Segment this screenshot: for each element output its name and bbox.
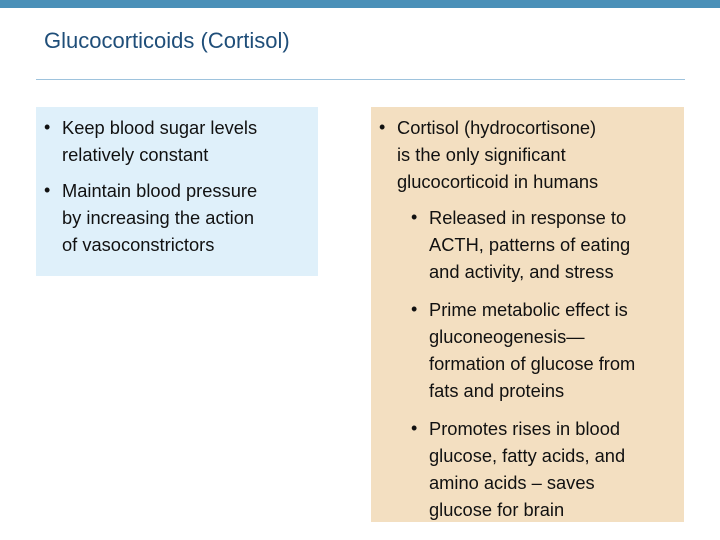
left-bullet-1 <box>44 114 257 168</box>
bullet-line: Cortisol (hydrocortisone) <box>397 117 597 138</box>
bullet-dot-icon: • <box>411 207 418 227</box>
right-main-bullet <box>379 114 598 195</box>
bullet-line: is the only significant <box>397 144 566 165</box>
bullet-line: Promotes rises in blood <box>429 418 621 439</box>
left-bullet-2 <box>44 177 257 258</box>
bullet-line: amino acids – saves <box>429 472 595 493</box>
bullet-dot-icon: • <box>44 180 51 200</box>
bullet-dot-icon: • <box>411 299 418 319</box>
bullet-line: glucose, fatty acids, and <box>429 445 626 466</box>
bullet-line: formation of glucose from <box>429 353 636 374</box>
bullet-line: by increasing the action <box>62 207 255 228</box>
right-sub-bullet-2 <box>411 296 635 404</box>
right-sub-bullet-3 <box>411 415 625 523</box>
bullet-line: relatively constant <box>62 144 209 165</box>
top-accent-bar <box>0 0 720 8</box>
title-divider <box>36 79 685 80</box>
bullet-line: fats and proteins <box>429 380 565 401</box>
bullet-line: ACTH, patterns of eating <box>429 234 631 255</box>
bullet-line: Prime metabolic effect is <box>429 299 628 320</box>
bullet-line: Maintain blood pressure <box>62 180 258 201</box>
slide-title: Glucocorticoids (Cortisol) <box>44 28 290 53</box>
bullet-dot-icon: • <box>411 418 418 438</box>
bullet-line: and activity, and stress <box>429 261 614 282</box>
bullet-line: of vasoconstrictors <box>62 234 215 255</box>
bullet-line: Keep blood sugar levels <box>62 117 258 138</box>
bullet-line: glucocorticoid in humans <box>397 171 599 192</box>
bullet-line: glucose for brain <box>429 499 565 520</box>
bullet-dot-icon: • <box>44 117 51 137</box>
right-sub-bullet-1 <box>411 204 630 285</box>
bullet-line: Released in response to <box>429 207 627 228</box>
bullet-dot-icon: • <box>379 117 386 137</box>
bullet-line: gluconeogenesis— <box>429 326 585 347</box>
